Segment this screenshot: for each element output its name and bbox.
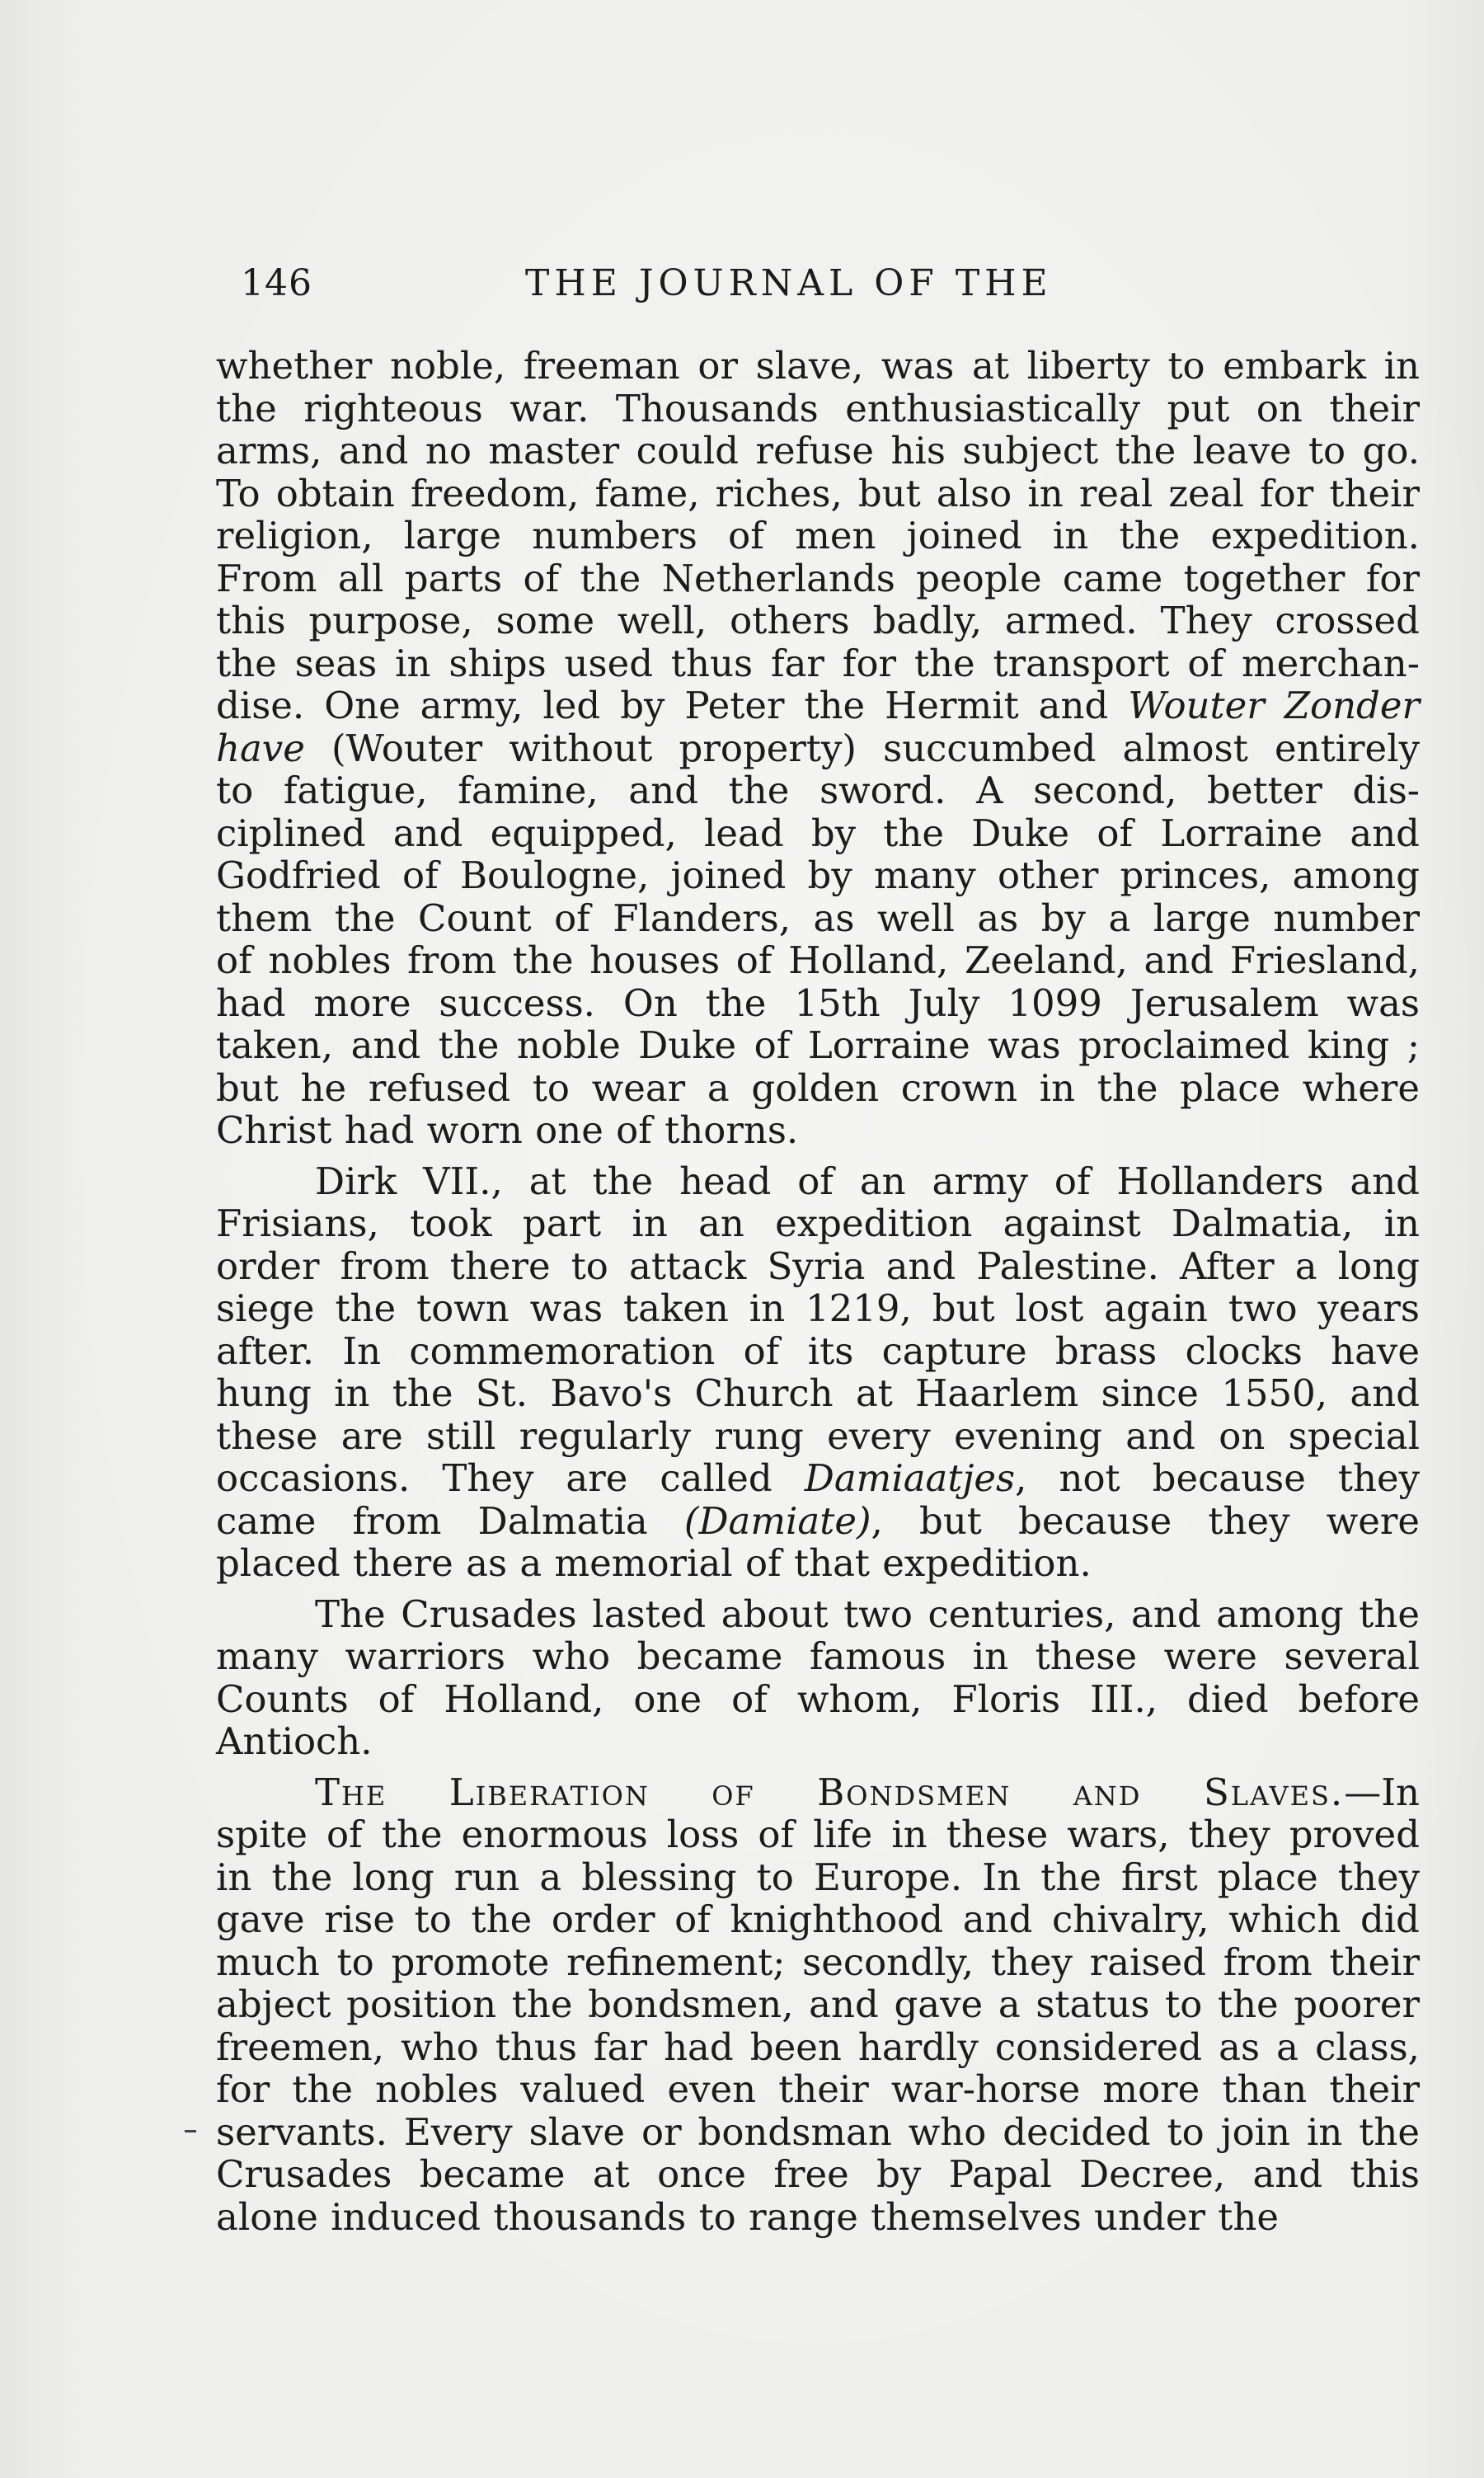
text-segment: these are still regularly rung every evening and on special (216, 1413, 1420, 1458)
text-segment: this purpose, some well, others badly, armed. They crossed (216, 599, 1420, 642)
text-segment: spite of the enormous loss of life in these wars, they proved (216, 1813, 1420, 1856)
paragraph (216, 1771, 1420, 2239)
text-line (216, 388, 1420, 430)
text-segment: —In (1344, 1770, 1420, 1814)
text-line (216, 982, 1420, 1025)
text-line (216, 1983, 1420, 2026)
text-line (216, 2068, 1420, 2111)
running-head (241, 262, 1131, 312)
section-heading: The Liberation of Bondsmen and Slaves. (315, 1770, 1345, 1814)
text-line (216, 1720, 1420, 1763)
paragraph (216, 1160, 1420, 1585)
text-line (216, 1109, 1420, 1152)
text-line (216, 897, 1420, 940)
text-segment: dise. One army, led by Peter the Hermit and (216, 684, 1129, 727)
text-segment: servants. Every slave or bondsman who decided to join in the (216, 2109, 1420, 2154)
paragraph (216, 345, 1420, 1152)
text-line (216, 1856, 1420, 1899)
text-segment: To obtain freedom, fame, riches, but also in real zeal for their (216, 471, 1420, 515)
text-segment: them the Count of Flanders, as well as by a large number (216, 896, 1420, 940)
text-line (216, 1160, 1420, 1203)
text-segment: came from Dalmatia (216, 1498, 684, 1543)
text-segment: freemen, who thus far had been hardly considered as a class, (216, 2024, 1420, 2069)
text-segment: Christ had worn one of thorns. (216, 1108, 799, 1152)
text-segment: Counts of Holland, one of whom, Floris III., died before (216, 1676, 1420, 1721)
italic-text: have (216, 726, 305, 770)
text-line (216, 2196, 1420, 2239)
text-line (216, 769, 1420, 812)
page-number: 146 (241, 262, 312, 304)
text-line (216, 1457, 1420, 1500)
text-line (216, 1024, 1420, 1067)
text-segment: gave rise to the order of knighthood and chivalry, which did (216, 1897, 1420, 1941)
text-segment: much to promote refinement; secondly, they raised from their (216, 1940, 1420, 1984)
text-segment: arms, and no master could refuse his subject the leave to go. (216, 429, 1420, 473)
text-segment: From all parts of the Netherlands people came together for (216, 556, 1420, 600)
text-segment: for the nobles valued even their war-horse more than their (216, 2067, 1420, 2111)
text-segment: after. In commemoration of its capture brass clocks have (216, 1328, 1420, 1373)
text-line (216, 1593, 1420, 1636)
text-line (216, 1330, 1420, 1373)
text-line (216, 1067, 1420, 1110)
text-segment: The Crusades lasted about two centuries, and among the (315, 1592, 1420, 1636)
text-segment: taken, and the noble Duke of Lorraine was proclaimed king ; (216, 1023, 1420, 1067)
body-text (216, 345, 1420, 2238)
text-segment: Godfried of Boulogne, joined by many other princes, among (216, 853, 1420, 897)
text-line (216, 557, 1420, 600)
italic-text: Wouter Zonder (1128, 684, 1421, 727)
text-line (216, 1415, 1420, 1458)
text-segment: placed there as a memorial of that expedition. (216, 1541, 1092, 1585)
text-line (216, 1678, 1420, 1721)
text-line (216, 515, 1420, 557)
text-segment: Antioch. (216, 1719, 373, 1763)
text-segment: alone induced thousands to range themselves under the (216, 2194, 1279, 2239)
text-line (216, 812, 1420, 855)
text-segment: occasions. They are called (216, 1456, 805, 1500)
text-segment: Crusades became at once free by Papal Decree, and this (216, 2152, 1420, 2196)
text-segment: Frisians, took part in an expedition against Dalmatia, in (216, 1201, 1420, 1245)
text-line (216, 1898, 1420, 1941)
text-segment: of nobles from the houses of Holland, Zeeland, and Friesland, (216, 938, 1420, 982)
text-segment: siege the town was taken in 1219, but lost again two years (216, 1286, 1420, 1330)
text-segment: the seas in ships used thus far for the transport of merchan- (216, 641, 1420, 685)
text-segment: Dirk VII., at the head of an army of Hollanders and (315, 1159, 1420, 1203)
text-segment: religion, large numbers of men joined in the expedition. (216, 514, 1420, 557)
text-segment: had more success. On the 15th July 1099 Jerusalem was (216, 980, 1420, 1025)
text-segment: the righteous war. Thousands enthusiastically put on their (216, 386, 1420, 430)
text-line (216, 2026, 1420, 2069)
text-segment: but he refused to wear a golden crown in the place where (216, 1065, 1420, 1110)
text-line (216, 854, 1420, 897)
italic-text: (Damiate) (683, 1498, 871, 1543)
text-line (216, 345, 1420, 388)
text-line (216, 1771, 1420, 1814)
text-line (216, 1813, 1420, 1856)
text-line (216, 430, 1420, 473)
text-line (216, 727, 1420, 770)
text-segment: ciplined and equipped, lead by the Duke of Lorraine and (216, 811, 1420, 855)
text-line (216, 642, 1420, 685)
text-line (216, 1500, 1420, 1543)
text-segment: (Wouter without property) succumbed almost entirely (304, 726, 1420, 770)
text-line (216, 1542, 1420, 1585)
text-line (216, 684, 1420, 727)
paragraph (216, 1593, 1420, 1763)
text-segment: order from there to attack Syria and Palestine. After a long (216, 1244, 1420, 1288)
text-segment: many warriors who became famous in these were several (216, 1634, 1420, 1678)
text-segment: hung in the St. Bavo's Church at Haarlem since 1550, and (216, 1371, 1420, 1415)
italic-text: Damiaatjes (804, 1456, 1016, 1500)
text-segment: abject position the bondsmen, and gave a status to the poorer (216, 1982, 1420, 2026)
text-line (216, 1372, 1420, 1415)
text-line (216, 473, 1420, 515)
text-segment: in the long run a blessing to Europe. In the first place they (216, 1855, 1420, 1899)
text-line (216, 939, 1420, 982)
text-line (216, 600, 1420, 642)
text-segment: , but because they were (871, 1498, 1420, 1543)
text-segment: whether noble, freeman or slave, was at liberty to embark in (216, 344, 1420, 388)
text-line (216, 1941, 1420, 1984)
text-line (216, 1635, 1420, 1678)
text-line (216, 1287, 1420, 1330)
text-segment: to fatigue, famine, and the sword. A second, better dis- (216, 769, 1420, 812)
margin-mark (185, 2130, 196, 2132)
text-line (216, 2111, 1420, 2154)
running-title: THE JOURNAL OF THE (525, 262, 1053, 304)
text-line (216, 1202, 1420, 1245)
text-segment: , not because they (1015, 1456, 1421, 1500)
text-line (216, 2153, 1420, 2196)
text-line (216, 1245, 1420, 1288)
